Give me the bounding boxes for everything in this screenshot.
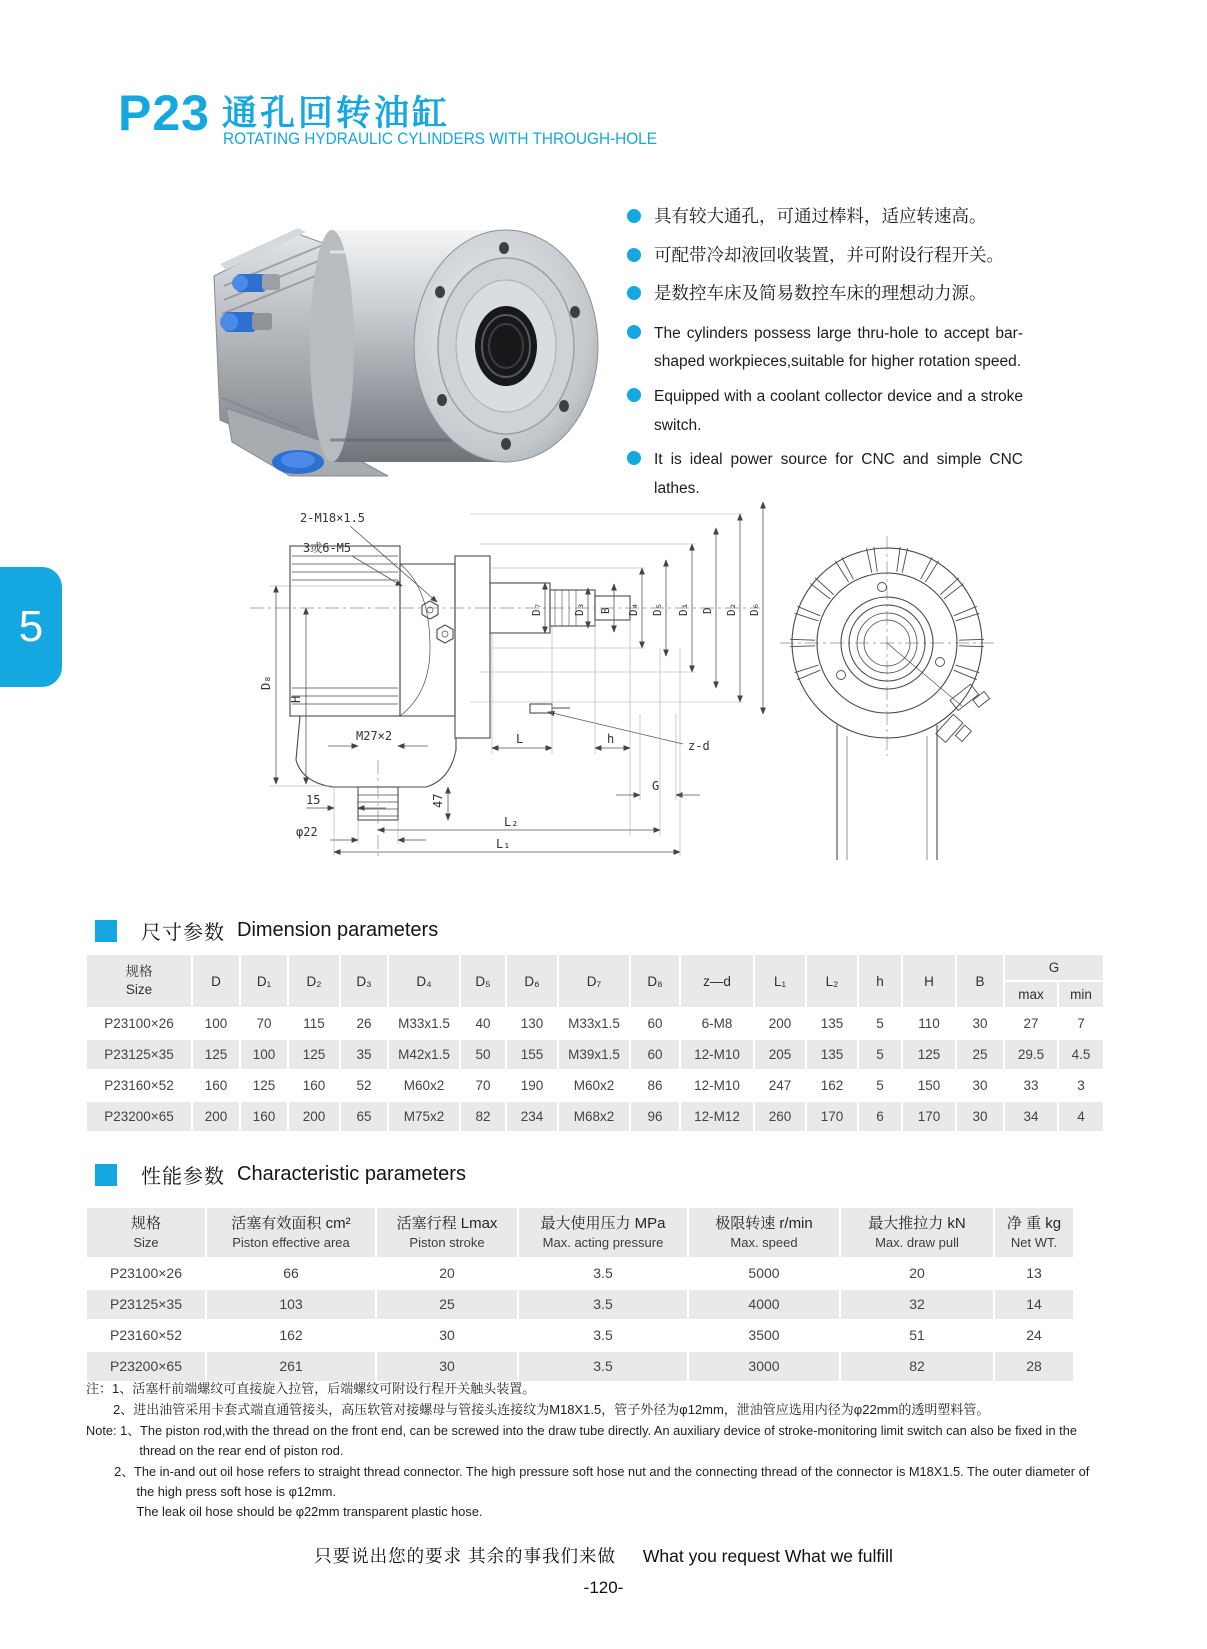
- size-cell: P23100×26: [109, 1265, 183, 1282]
- dim-label-d5: D₅: [651, 602, 664, 616]
- hose-fitting-mid: [220, 312, 272, 332]
- oil-fittings: [936, 684, 990, 742]
- dim-label-47: 47: [431, 793, 445, 808]
- value-cell: 52: [356, 1078, 372, 1093]
- note-label: Note:: [86, 1422, 117, 1438]
- value-cell: 103: [207, 1290, 375, 1319]
- value-cell: 3.5: [519, 1290, 687, 1319]
- value-cell: 5: [859, 1040, 901, 1069]
- dimension-lines: [270, 502, 763, 856]
- value-cell: 14: [995, 1290, 1073, 1319]
- product-code: P23: [118, 85, 210, 141]
- footer-slogan: [0, 1543, 1207, 1568]
- value-cell: 40: [475, 1016, 491, 1031]
- value-cell: 20: [439, 1265, 455, 1282]
- value-cell: 3.5: [519, 1352, 687, 1381]
- col-header: D₄: [389, 955, 459, 1007]
- dim-label-d1: D₁: [677, 602, 690, 616]
- value-cell: 96: [631, 1102, 679, 1131]
- value-cell: 170: [807, 1102, 857, 1131]
- feature-item: [627, 243, 1023, 282]
- section-title-zh: 性能参数: [141, 1166, 225, 1188]
- characteristic-table: [85, 1206, 1075, 1383]
- col-header-g: G: [1005, 955, 1103, 980]
- table-header-row: [87, 1208, 1073, 1257]
- col-header: [689, 1208, 839, 1257]
- value-cell: 7: [1077, 1016, 1085, 1031]
- value-cell: 30: [972, 1016, 988, 1031]
- value-cell: M75x2: [389, 1102, 459, 1131]
- feature-text: 可配带冷却液回收装置，并可附设行程开关。: [654, 244, 1004, 265]
- col-header-en: Max. acting pressure: [542, 1235, 664, 1250]
- col-header: D₅: [461, 955, 505, 1007]
- dim-label-d2: D₂: [725, 602, 738, 616]
- size-cell: P23160×52: [104, 1078, 174, 1093]
- value-cell: 155: [507, 1040, 557, 1069]
- col-header: h: [859, 955, 901, 1007]
- col-header-g-min: min: [1059, 982, 1103, 1007]
- col-header-zh: 净 重 kg: [1006, 1215, 1062, 1232]
- dim-label-d6: D₆: [748, 602, 761, 616]
- value-cell: 135: [807, 1040, 857, 1069]
- value-cell: 30: [377, 1352, 517, 1381]
- col-header: D: [193, 955, 239, 1007]
- col-header: B: [957, 955, 1003, 1007]
- main-cylinder: [310, 230, 598, 462]
- value-cell: 12-M12: [681, 1102, 753, 1131]
- end-view: [790, 547, 990, 860]
- value-cell: 115: [303, 1016, 325, 1031]
- dim-label-l1: L₁: [496, 837, 511, 851]
- col-header-zh: 规格: [130, 1215, 161, 1232]
- value-cell: 3: [1077, 1078, 1085, 1093]
- value-cell: 200: [193, 1102, 239, 1131]
- dim-label-side-screws: 3或6-M5: [303, 541, 352, 555]
- value-cell: 20: [909, 1265, 925, 1282]
- value-cell: 150: [917, 1078, 941, 1093]
- value-cell: 160: [241, 1102, 287, 1131]
- value-cell: 28: [995, 1352, 1073, 1381]
- note-label: 注：: [86, 1381, 113, 1396]
- col-header: [841, 1208, 993, 1257]
- col-header: [519, 1208, 687, 1257]
- value-cell: 200: [289, 1102, 339, 1131]
- col-header-en: Size: [133, 1235, 159, 1250]
- value-cell: 170: [903, 1102, 955, 1131]
- value-cell: 30: [957, 1102, 1003, 1131]
- dim-label-d8: D₈: [259, 675, 273, 690]
- value-cell: 125: [193, 1040, 239, 1069]
- value-cell: M39x1.5: [559, 1040, 629, 1069]
- col-header-zh: 活塞行程 Lmax: [396, 1215, 498, 1232]
- value-cell: 160: [302, 1078, 326, 1093]
- value-cell: 30: [972, 1078, 988, 1093]
- section-square-icon: [95, 1164, 117, 1186]
- note-line: [86, 1379, 1132, 1400]
- value-cell: 5: [876, 1078, 884, 1093]
- col-header: D₈: [631, 955, 679, 1007]
- dim-label-d7: D₇: [530, 602, 543, 616]
- table-row: [87, 1321, 1073, 1350]
- value-cell: M60x2: [573, 1078, 615, 1093]
- feature-text: Equipped with a coolant collector device and a stroke switch.: [654, 387, 1023, 434]
- value-cell: 70: [256, 1016, 272, 1031]
- col-header: z—d: [681, 955, 753, 1007]
- value-cell: 125: [903, 1040, 955, 1069]
- col-header: D₁: [241, 955, 287, 1007]
- value-cell: 13: [1026, 1265, 1042, 1282]
- dim-label-d4: D₄: [627, 602, 640, 616]
- value-cell: M68x2: [559, 1102, 629, 1131]
- value-cell: 86: [647, 1078, 663, 1093]
- value-cell: 25: [377, 1290, 517, 1319]
- value-cell: 25: [957, 1040, 1003, 1069]
- value-cell: 50: [461, 1040, 505, 1069]
- value-cell: 6-M8: [701, 1016, 733, 1031]
- section-title-en: Characteristic parameters: [237, 1163, 466, 1185]
- dim-label-b: B: [599, 607, 612, 614]
- value-cell: 3500: [748, 1327, 780, 1344]
- bullet-icon: [627, 451, 641, 465]
- col-header-zh: 最大使用压力 MPa: [540, 1215, 666, 1232]
- note-line: The leak oil hose should be φ22mm transparent plastic hose.: [136, 1504, 483, 1520]
- value-cell: 24: [1026, 1327, 1042, 1344]
- col-header-en: Max. draw pull: [875, 1235, 959, 1250]
- page-title-en: ROTATING HYDRAULIC CYLINDERS WITH THROUGH-HOLE: [223, 130, 657, 148]
- size-cell: P23200×65: [87, 1352, 205, 1381]
- centerlines: [250, 536, 995, 860]
- feature-item: [627, 281, 1023, 320]
- col-header-en: Piston stroke: [409, 1235, 485, 1250]
- table-row: [87, 1040, 1103, 1069]
- value-cell: 6: [859, 1102, 901, 1131]
- col-header: [207, 1208, 375, 1257]
- col-header-g-max: max: [1005, 982, 1057, 1007]
- value-cell: 100: [204, 1016, 228, 1031]
- value-cell: 5: [876, 1016, 884, 1031]
- size-cell: P23100×26: [104, 1016, 174, 1031]
- value-cell: 260: [755, 1102, 805, 1131]
- value-cell: 4000: [689, 1290, 839, 1319]
- bullet-icon: [627, 248, 641, 262]
- value-cell: 234: [507, 1102, 557, 1131]
- table-row: [87, 1102, 1103, 1131]
- note-text: 1、活塞杆前端螺纹可直接旋入拉管，后端螺纹可附设行程开关触头装置。: [112, 1381, 536, 1396]
- dim-label-top-thread: 2-M18×1.5: [300, 511, 366, 525]
- value-cell: 190: [520, 1078, 544, 1093]
- size-cell: P23200×65: [87, 1102, 191, 1131]
- table-row: [87, 1071, 1103, 1100]
- dim-label-d3: D₃: [573, 602, 586, 616]
- value-cell: 100: [241, 1040, 287, 1069]
- col-header: D₂: [289, 955, 339, 1007]
- value-cell: 247: [768, 1078, 792, 1093]
- table-row: [87, 1290, 1073, 1319]
- value-cell: 82: [841, 1352, 993, 1381]
- value-cell: M60x2: [403, 1078, 445, 1093]
- value-cell: 12-M10: [694, 1078, 740, 1093]
- bullet-icon: [627, 209, 641, 223]
- product-photo: [180, 194, 608, 480]
- col-header: D₃: [341, 955, 387, 1007]
- feature-item: [627, 204, 1023, 243]
- value-cell: 26: [356, 1016, 372, 1031]
- dim-label-h-cap: H: [289, 695, 303, 703]
- dim-label-d: D: [701, 607, 714, 614]
- dimension-table: [85, 953, 1105, 1133]
- value-cell: 34: [1005, 1102, 1057, 1131]
- table-row: [87, 1352, 1073, 1381]
- col-header-size-zh: 规格: [125, 963, 153, 979]
- col-header-en: Max. speed: [730, 1235, 798, 1250]
- note-line: 2、The in-and out oil hose refers to straight thread connector. The high pressure soft hose nut and the connecting thread of the connector is M18X1.5. The outer diameter of the high press soft hose is φ12mm.: [114, 1463, 1090, 1499]
- value-cell: 205: [755, 1040, 805, 1069]
- value-cell: 162: [820, 1078, 844, 1093]
- bullet-icon: [627, 286, 641, 300]
- value-cell: 82: [461, 1102, 505, 1131]
- value-cell: 33: [1023, 1078, 1039, 1093]
- size-cell: P23160×52: [109, 1327, 183, 1344]
- value-cell: 135: [820, 1016, 844, 1031]
- col-header-zh: 活塞有效面积 cm²: [231, 1215, 351, 1232]
- col-header: [87, 1208, 205, 1257]
- value-cell: 110: [918, 1016, 940, 1031]
- col-header: L₂: [807, 955, 857, 1007]
- col-header: L₁: [755, 955, 805, 1007]
- value-cell: M33x1.5: [398, 1016, 450, 1031]
- bullet-icon: [627, 388, 641, 402]
- note-line: 2、进出油管采用卡套式端直通管接头，高压软管对接螺母与管接头连接纹为M18X1.5，管子外径为φ12mm，泄油管应选用内径为φ22mm的透明塑料管。: [113, 1401, 990, 1417]
- value-cell: 35: [341, 1040, 387, 1069]
- feature-item: [627, 320, 1023, 383]
- characteristic-section-title: [95, 1160, 466, 1189]
- col-header-en: Net WT.: [1010, 1235, 1058, 1250]
- dimension-section-title: [95, 916, 438, 945]
- value-cell: 51: [909, 1327, 925, 1344]
- value-cell: 66: [283, 1265, 299, 1282]
- value-cell: 30: [439, 1327, 455, 1344]
- chapter-tab: 5: [0, 567, 62, 687]
- footer-slogan-zh: 只要说出您的要求 其余的事我们来做: [314, 1546, 617, 1566]
- value-cell: 60: [647, 1016, 663, 1031]
- value-cell: 5000: [748, 1265, 780, 1282]
- page-title-zh: 通孔回转油缸: [222, 94, 451, 133]
- value-cell: 65: [341, 1102, 387, 1131]
- col-header-size-en: Size: [125, 982, 153, 997]
- value-cell: 4: [1059, 1102, 1103, 1131]
- value-cell: 162: [279, 1327, 303, 1344]
- feature-list: [627, 204, 1023, 510]
- value-cell: 29.5: [1005, 1040, 1057, 1069]
- value-cell: 60: [631, 1040, 679, 1069]
- col-header: [995, 1208, 1073, 1257]
- value-cell: 3000: [689, 1352, 839, 1381]
- value-cell: 200: [768, 1016, 792, 1031]
- value-cell: 130: [520, 1016, 544, 1031]
- col-header-en: Piston effective area: [232, 1235, 350, 1250]
- value-cell: 160: [204, 1078, 228, 1093]
- feature-text: It is ideal power source for CNC and simple CNC lathes.: [654, 451, 1023, 497]
- footer-slogan-en: What you request What we fulfill: [642, 1546, 893, 1566]
- note-line: [86, 1421, 1101, 1462]
- table-header-row: [87, 955, 1103, 980]
- value-cell: M42x1.5: [389, 1040, 459, 1069]
- value-cell: M33x1.5: [568, 1016, 620, 1031]
- dim-label-l: L: [516, 732, 524, 746]
- value-cell: 4.5: [1059, 1040, 1103, 1069]
- section-view: [290, 546, 630, 820]
- dim-label-dia22: φ22: [296, 825, 318, 839]
- dim-label-zd: z-d: [688, 739, 710, 753]
- page-number: -120-: [583, 1578, 624, 1597]
- dim-label-h: h: [607, 732, 615, 746]
- note-text: 1、The piston rod,with the thread on the front end, can be screwed into the draw tube directly. An auxiliary device of stroke-monitoring limit switch can also be fixed in the thread on the rear end of piston rod.: [120, 1422, 1077, 1459]
- value-cell: 12-M10: [681, 1040, 753, 1069]
- value-cell: 3.5: [593, 1265, 613, 1282]
- value-cell: 125: [289, 1040, 339, 1069]
- hose-fitting-top: [232, 274, 280, 292]
- table-row: [87, 1009, 1103, 1038]
- feature-text: 具有较大通孔，可通过棒料，适应转速高。: [654, 206, 987, 226]
- col-header: [377, 1208, 517, 1257]
- size-cell: P23125×35: [87, 1040, 191, 1069]
- feature-text: 是数控车床及简易数控车床的理想动力源。: [654, 283, 987, 303]
- col-header-zh: 极限转速 r/min: [715, 1215, 813, 1232]
- value-cell: 32: [841, 1290, 993, 1319]
- notes-block: [86, 1379, 1132, 1523]
- dim-label-m27: M27×2: [356, 729, 393, 743]
- value-cell: 27: [1023, 1016, 1039, 1031]
- dim-label-15: 15: [306, 793, 321, 807]
- technical-drawing: [100, 498, 1000, 866]
- value-cell: 125: [252, 1078, 276, 1093]
- table-row: [87, 1259, 1073, 1288]
- feature-item: [627, 383, 1023, 446]
- bullet-icon: [627, 325, 641, 339]
- value-cell: 70: [475, 1078, 491, 1093]
- dim-label-g: G: [652, 779, 660, 793]
- section-square-icon: [95, 920, 117, 942]
- col-header: D₇: [559, 955, 629, 1007]
- size-cell: P23125×35: [87, 1290, 205, 1319]
- value-cell: 261: [207, 1352, 375, 1381]
- col-header-size: [87, 955, 191, 1007]
- feature-text: The cylinders possess large thru-hole to accept bar-shaped workpieces,suitable for higher rotation speed.: [654, 324, 1023, 371]
- section-title-zh: 尺寸参数: [141, 922, 225, 944]
- section-title-en: Dimension parameters: [237, 919, 439, 941]
- dimension-labels: [259, 511, 761, 851]
- col-header: D₆: [507, 955, 557, 1007]
- col-header: H: [903, 955, 955, 1007]
- value-cell: 3.5: [593, 1327, 613, 1344]
- col-header-zh: 最大推拉力 kN: [868, 1215, 966, 1232]
- dim-label-l2: L₂: [504, 815, 519, 829]
